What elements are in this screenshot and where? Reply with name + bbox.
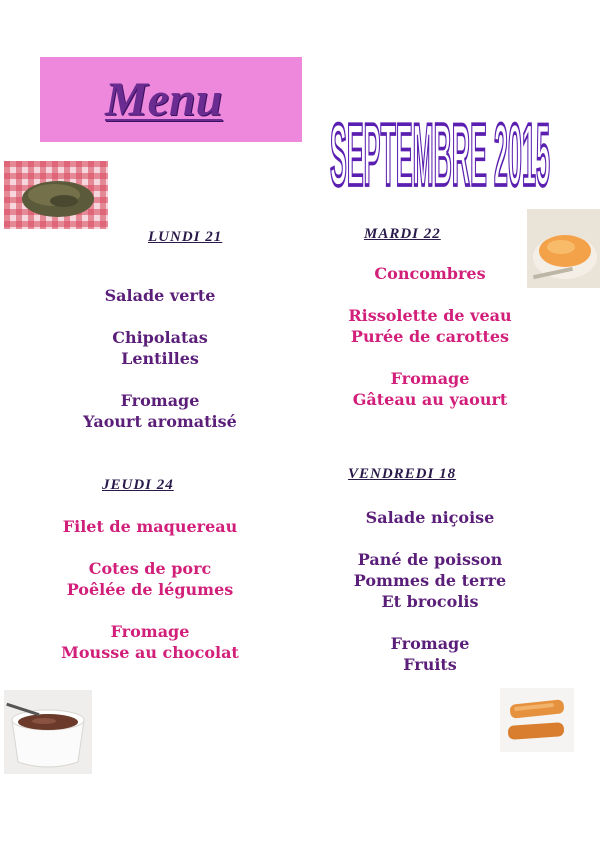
day-heading-mardi: MARDI 22	[364, 226, 441, 242]
dish-item: Fromage	[390, 634, 470, 653]
dish-item: Lentilles	[121, 349, 199, 368]
dish-item: Yaourt aromatisé	[83, 412, 237, 431]
dish-item: Mousse au chocolat	[61, 643, 239, 662]
dish-item: Cotes de porc	[88, 559, 212, 578]
day-heading-jeudi: JEUDI 24	[102, 477, 174, 493]
chocolate-mousse-photo	[4, 690, 92, 774]
dishes-lundi	[60, 285, 260, 432]
dish-item: Et brocolis	[381, 592, 479, 611]
lentils-photo	[4, 161, 108, 229]
dish-item: Gâteau au yaourt	[352, 390, 508, 409]
dish-item: Salade verte	[104, 286, 216, 305]
dish-item: Purée de carottes	[350, 327, 510, 346]
dish-item: Fromage	[110, 622, 190, 641]
dish-item: Fromage	[120, 391, 200, 410]
dishes-jeudi	[40, 516, 260, 663]
dishes-mardi	[320, 263, 540, 410]
fish-sticks-photo	[500, 688, 574, 752]
dish-item: Fromage	[390, 369, 470, 388]
month-title	[325, 86, 555, 206]
page-title: Menu	[105, 73, 223, 126]
day-heading-lundi: LUNDI 21	[148, 229, 223, 245]
dish-item: Chipolatas	[112, 328, 208, 347]
month-title-text: SEPTEMBRE 2015	[330, 105, 550, 205]
dish-item: Rissolette de veau	[348, 306, 512, 325]
dishes-vendredi	[330, 507, 530, 675]
dish-item: Pommes de terre	[353, 571, 507, 590]
dish-item: Salade niçoise	[365, 508, 495, 527]
dish-item: Poêlée de légumes	[66, 580, 234, 599]
dish-item: Pané de poisson	[357, 550, 503, 569]
dish-item: Filet de maquereau	[62, 517, 238, 536]
dish-item: Fruits	[403, 655, 457, 674]
day-heading-vendredi: VENDREDI 18	[348, 466, 457, 482]
dish-item: Concombres	[374, 264, 486, 283]
